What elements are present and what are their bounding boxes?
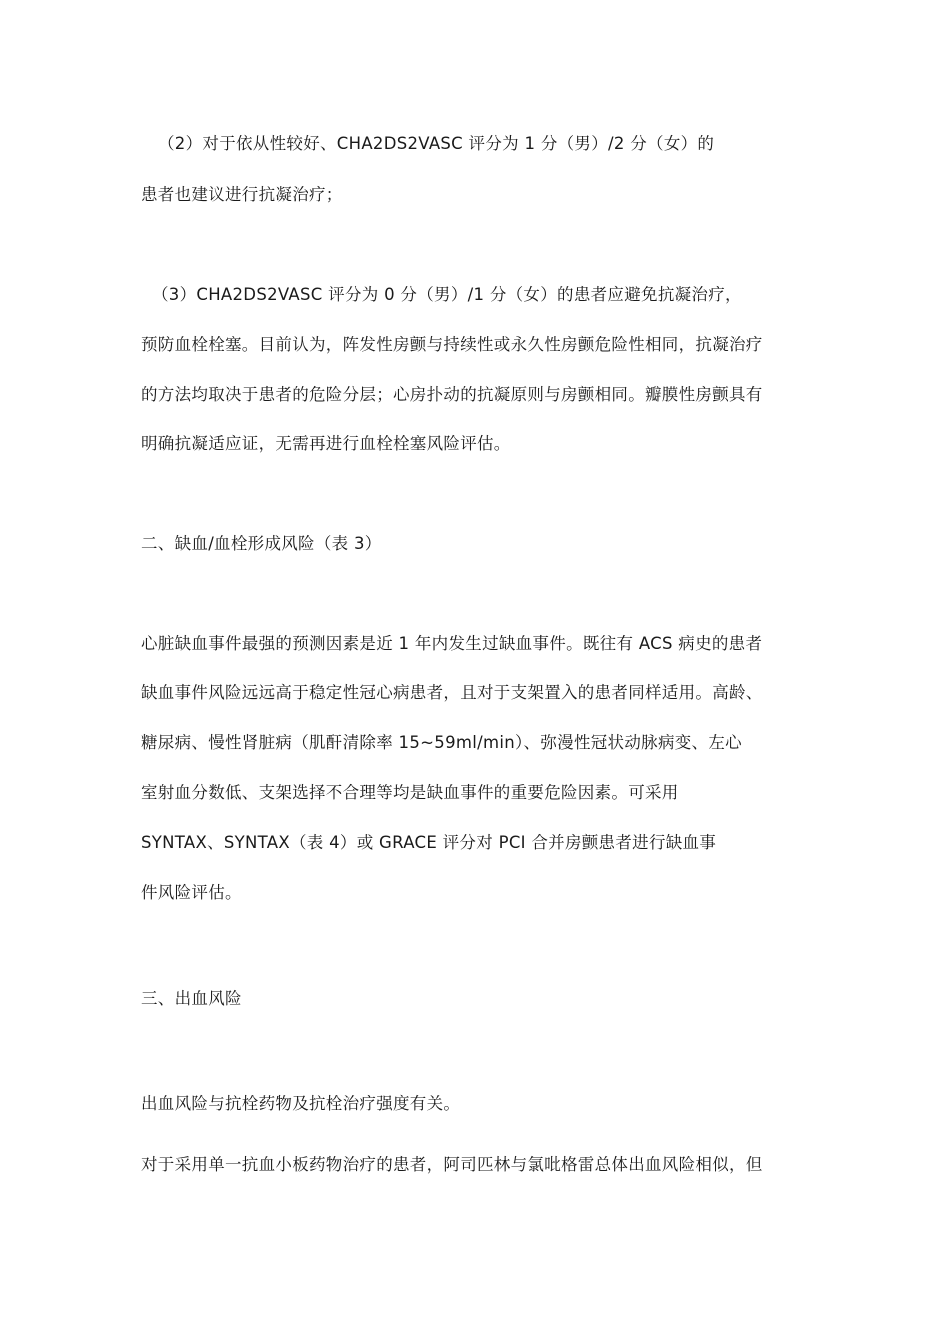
bleeding-para-1: 出血风险与抗栓药物及抗栓治疗强度有关。 [141, 1094, 461, 1113]
ischemia-para-line-1: 心脏缺血事件最强的预测因素是近 1 年内发生过缺血事件。既往有 ACS 病史的患者 [141, 634, 763, 653]
section-heading-ischemia: 二、缺血/血栓形成风险（表 3） [141, 534, 382, 553]
section-heading-bleeding: 三、出血风险 [141, 989, 242, 1008]
paragraph-3-line-3: 的方法均取决于患者的危险分层；心房扑动的抗凝原则与房颤相同。瓣膜性房颤具有 [141, 385, 763, 404]
paragraph-3-line-2: 预防血栓栓塞。目前认为，阵发性房颤与持续性或永久性房颤危险性相同，抗凝治疗 [141, 335, 763, 354]
paragraph-2-line-1: （2）对于依从性较好、CHA2DS2VASC 评分为 1 分（男）/2 分（女）的 [158, 134, 715, 153]
ischemia-para-line-4: 室射血分数低、支架选择不合理等均是缺血事件的重要危险因素。可采用 [141, 783, 679, 802]
paragraph-2-line-2: 患者也建议进行抗凝治疗； [141, 185, 343, 204]
ischemia-para-line-3: 糖尿病、慢性肾脏病（肌酐清除率 15~59ml/min）、弥漫性冠状动脉病变、左心 [141, 733, 742, 752]
paragraph-3-line-4: 明确抗凝适应证，无需再进行血栓栓塞风险评估。 [141, 434, 511, 453]
bleeding-para-2-line-1: 对于采用单一抗血小板药物治疗的患者，阿司匹林与氯吡格雷总体出血风险相似，但 [141, 1155, 763, 1174]
ischemia-para-line-6: 件风险评估。 [141, 883, 242, 902]
ischemia-para-line-5: SYNTAX、SYNTAX（表 4）或 GRACE 评分对 PCI 合并房颤患者进行缺血事 [141, 833, 717, 852]
ischemia-para-line-2: 缺血事件风险远远高于稳定性冠心病患者，且对于支架置入的患者同样适用。高龄、 [141, 683, 763, 702]
paragraph-3-line-1: （3）CHA2DS2VASC 评分为 0 分（男）/1 分（女）的患者应避免抗凝治疗， [152, 285, 742, 304]
